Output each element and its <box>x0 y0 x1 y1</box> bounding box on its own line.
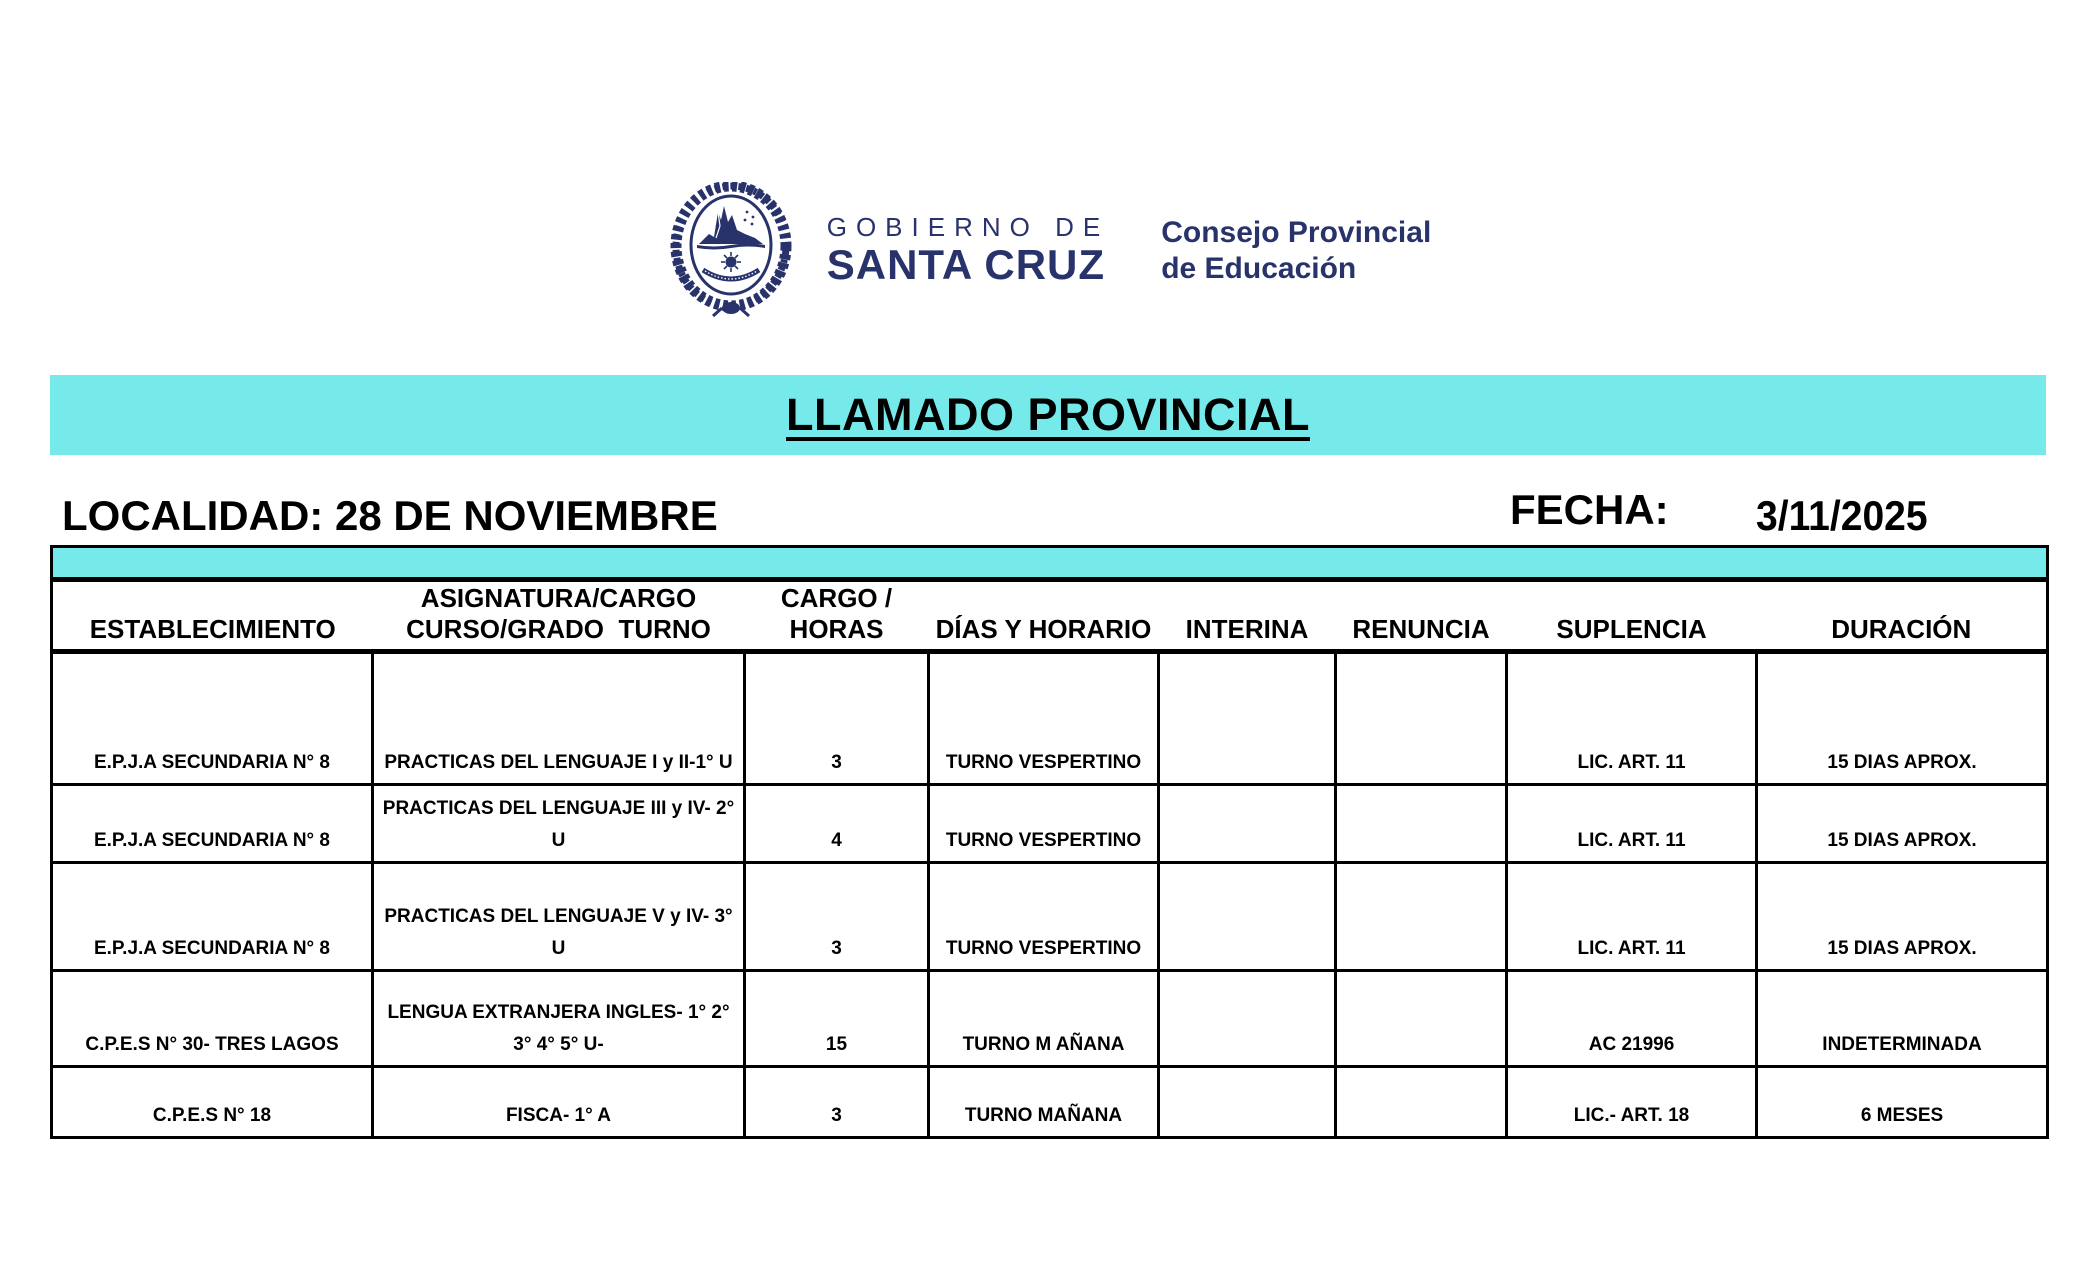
santa-cruz-crest-icon <box>669 182 793 320</box>
col-header-renuncia: RENUNCIA <box>1336 580 1507 652</box>
llamado-table <box>50 545 2049 1139</box>
cell-renuncia <box>1336 785 1507 863</box>
cell-suplencia: AC 21996 <box>1507 971 1757 1067</box>
table-row <box>52 785 2048 863</box>
col-header-dias-horario: DÍAS Y HORARIO <box>929 580 1159 652</box>
cell-dias-horario: TURNO M AÑANA <box>929 971 1159 1067</box>
cell-renuncia <box>1336 971 1507 1067</box>
cell-duracion: 6 MESES <box>1757 1067 2048 1138</box>
col-header-suplencia: SUPLENCIA <box>1507 580 1757 652</box>
gobierno-de-text: GOBIERNO DE <box>826 211 1110 242</box>
cell-establecimiento: C.P.E.S N° 30- TRES LAGOS <box>52 971 373 1067</box>
santa-cruz-text: SANTA CRUZ <box>826 241 1106 289</box>
header-branding <box>0 182 2100 320</box>
col-header-interina: INTERINA <box>1159 580 1336 652</box>
cell-interina <box>1159 652 1336 785</box>
cell-establecimiento: E.P.J.A SECUNDARIA N° 8 <box>52 785 373 863</box>
cell-renuncia <box>1336 863 1507 971</box>
cell-asignatura: PRACTICAS DEL LENGUAJE V y IV- 3° U <box>373 863 745 971</box>
cell-asignatura: LENGUA EXTRANJERA INGLES- 1° 2° 3° 4° 5° U- <box>373 971 745 1067</box>
table-top-strip <box>52 547 2048 580</box>
cell-renuncia <box>1336 1067 1507 1138</box>
cell-suplencia: LIC. ART. 11 <box>1507 652 1757 785</box>
col-header-asignatura: ASIGNATURA/CARGO CURSO/GRADO TURNO <box>373 580 745 652</box>
cell-duracion: 15 DIAS APROX. <box>1757 863 2048 971</box>
cell-establecimiento: E.P.J.A SECUNDARIA N° 8 <box>52 652 373 785</box>
cell-duracion: INDETERMINADA <box>1757 971 2048 1067</box>
cell-interina <box>1159 971 1336 1067</box>
cell-asignatura: PRACTICAS DEL LENGUAJE I y II-1° U <box>373 652 745 785</box>
col-header-establecimiento: ESTABLECIMIENTO <box>52 580 373 652</box>
cell-cargo-horas: 3 <box>745 1067 929 1138</box>
consejo-provincial-text: Consejo Provincial de Educación <box>1161 216 1432 285</box>
cell-dias-horario: TURNO VESPERTINO <box>929 652 1159 785</box>
cell-dias-horario: TURNO MAÑANA <box>929 1067 1159 1138</box>
cell-establecimiento: E.P.J.A SECUNDARIA N° 8 <box>52 863 373 971</box>
col-header-cargo-horas: CARGO / HORAS <box>745 580 929 652</box>
cell-cargo-horas: 3 <box>745 863 929 971</box>
localidad-text: LOCALIDAD: 28 DE NOVIEMBRE <box>62 492 718 539</box>
table-row <box>52 652 2048 785</box>
cell-dias-horario: TURNO VESPERTINO <box>929 863 1159 971</box>
cell-suplencia: LIC. ART. 11 <box>1507 785 1757 863</box>
table-row <box>52 971 2048 1067</box>
cell-interina <box>1159 863 1336 971</box>
cell-renuncia <box>1336 652 1507 785</box>
page-title: LLAMADO PROVINCIAL <box>786 389 1310 440</box>
cell-cargo-horas: 4 <box>745 785 929 863</box>
fecha-value: 3/11/2025 <box>1756 492 1928 539</box>
cell-cargo-horas: 3 <box>745 652 929 785</box>
cell-duracion: 15 DIAS APROX. <box>1757 785 2048 863</box>
cell-suplencia: LIC.- ART. 18 <box>1507 1067 1757 1138</box>
table-row <box>52 863 2048 971</box>
gobierno-wordmark <box>827 213 1109 290</box>
cell-asignatura: PRACTICAS DEL LENGUAJE III y IV- 2° U <box>373 785 745 863</box>
cell-dias-horario: TURNO VESPERTINO <box>929 785 1159 863</box>
table-header-row <box>52 580 2048 652</box>
cell-duracion: 15 DIAS APROX. <box>1757 652 2048 785</box>
cell-interina <box>1159 1067 1336 1138</box>
fecha-label: FECHA: <box>1510 486 1669 533</box>
cell-suplencia: LIC. ART. 11 <box>1507 863 1757 971</box>
cell-asignatura: FISCA- 1° A <box>373 1067 745 1138</box>
cyan-strip-cell <box>52 547 2048 580</box>
title-banner <box>50 375 2046 455</box>
col-header-duracion: DURACIÓN <box>1757 580 2048 652</box>
cell-establecimiento: C.P.E.S N° 18 <box>52 1067 373 1138</box>
cell-interina <box>1159 785 1336 863</box>
table-row <box>52 1067 2048 1138</box>
cell-cargo-horas: 15 <box>745 971 929 1067</box>
